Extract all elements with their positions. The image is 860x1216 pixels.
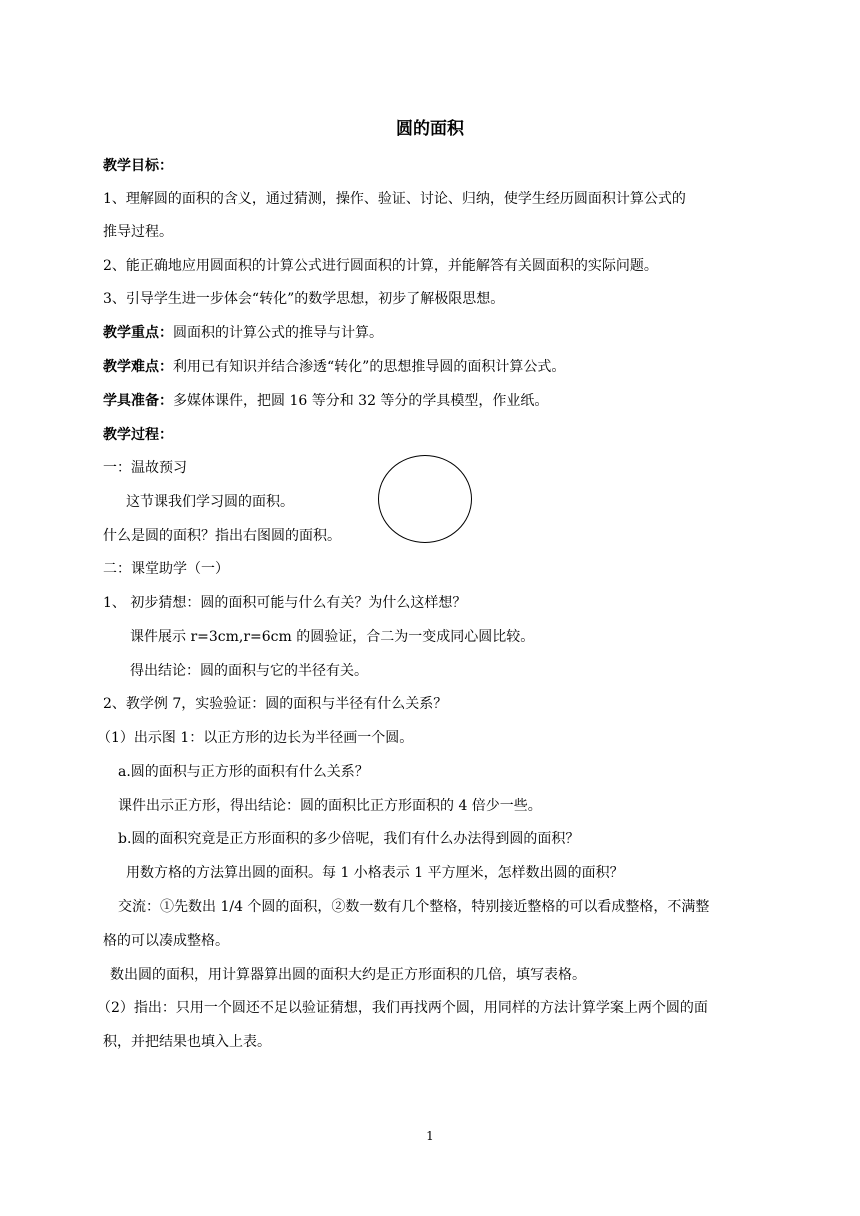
s2-item-2-1-b-answer: 用数方格的方法算出圆的面积。每 1 小格表示 1 平方厘米，怎样数出圆的面积？ <box>126 865 624 881</box>
objective-3: 3、引导学生进一步体会“转化”的数学思想，初步了解极限思想。 <box>103 291 505 307</box>
objective-2: 2、能正确地应用圆面积的计算公式进行圆面积的计算，并能解答有关圆面积的实际问题。 <box>103 258 658 274</box>
s2-item-2-1-a: a.圆的面积与正方形的面积有什么关系？ <box>118 764 369 780</box>
section-1-line-2: 什么是圆的面积？指出右图圆的面积。 <box>103 528 341 544</box>
materials <box>103 391 548 411</box>
process-heading: 教学过程： <box>103 427 173 443</box>
s2-item-2-1-b: b.圆的面积究竟是正方形面积的多少倍呢，我们有什么办法得到圆的面积？ <box>118 831 580 847</box>
count-line: 数出圆的面积，用计算器算出圆的面积大约是正方形面积的几倍，填写表格。 <box>110 967 586 983</box>
page-title: 圆的面积 <box>396 119 464 139</box>
difficulty-text: 利用已有知识并结合渗透“转化”的思想推导圆的面积计算公式。 <box>173 359 566 375</box>
section-1-title: 一：温故预习 <box>103 460 187 476</box>
objective-1-line-1: 1、理解圆的面积的含义，通过猜测，操作、验证、讨论、归纳，使学生经历圆面积计算公式的 <box>103 191 686 207</box>
materials-label: 学具准备： <box>103 393 173 409</box>
circle-figure <box>378 455 472 543</box>
s2-item-1-b: 得出结论：圆的面积与它的半径有关。 <box>130 663 368 679</box>
key-point <box>103 323 383 343</box>
s2-item-2-2-line-2: 积，并把结果也填入上表。 <box>103 1034 271 1050</box>
s2-item-2-2-line-1: （2）指出：只用一个圆还不足以验证猜想，我们再找两个圆，用同样的方法计算学案上两个圆的面 <box>97 1000 708 1016</box>
s2-item-1-a: 课件展示 r=3cm,r=6cm 的圆验证，合二为一变成同心圆比较。 <box>130 629 535 645</box>
s2-item-1: 1、 初步猜想：圆的面积可能与什么有关？为什么这样想？ <box>103 595 467 611</box>
s2-item-2-1: （1）出示图 1：以正方形的边长为半径画一个圆。 <box>97 730 414 746</box>
materials-text: 多媒体课件，把圆 16 等分和 32 等分的学具模型，作业纸。 <box>173 393 549 409</box>
objectives-heading: 教学目标： <box>103 158 173 174</box>
key-point-label: 教学重点： <box>103 325 173 341</box>
exchange-line-1: 交流：①先数出 1/4 个圆的面积，②数一数有几个整格，特别接近整格的可以看成整格，不满整 <box>118 899 710 915</box>
s2-item-2: 2、教学例 7，实验验证：圆的面积与半径有什么关系？ <box>103 696 448 712</box>
s2-item-2-1-a-answer: 课件出示正方形，得出结论：圆的面积比正方形面积的 4 倍少一些。 <box>118 798 542 814</box>
section-1-line-1: 这节课我们学习圆的面积。 <box>126 494 294 510</box>
objective-1-line-2: 推导过程。 <box>103 224 173 240</box>
key-point-text: 圆面积的计算公式的推导与计算。 <box>173 325 383 341</box>
difficulty-label: 教学难点： <box>103 359 173 375</box>
difficulty <box>103 357 565 377</box>
exchange-line-2: 格的可以凑成整格。 <box>103 933 229 949</box>
section-2-title: 二：课堂助学（一） <box>103 561 229 577</box>
page-number: 1 <box>426 1129 434 1143</box>
